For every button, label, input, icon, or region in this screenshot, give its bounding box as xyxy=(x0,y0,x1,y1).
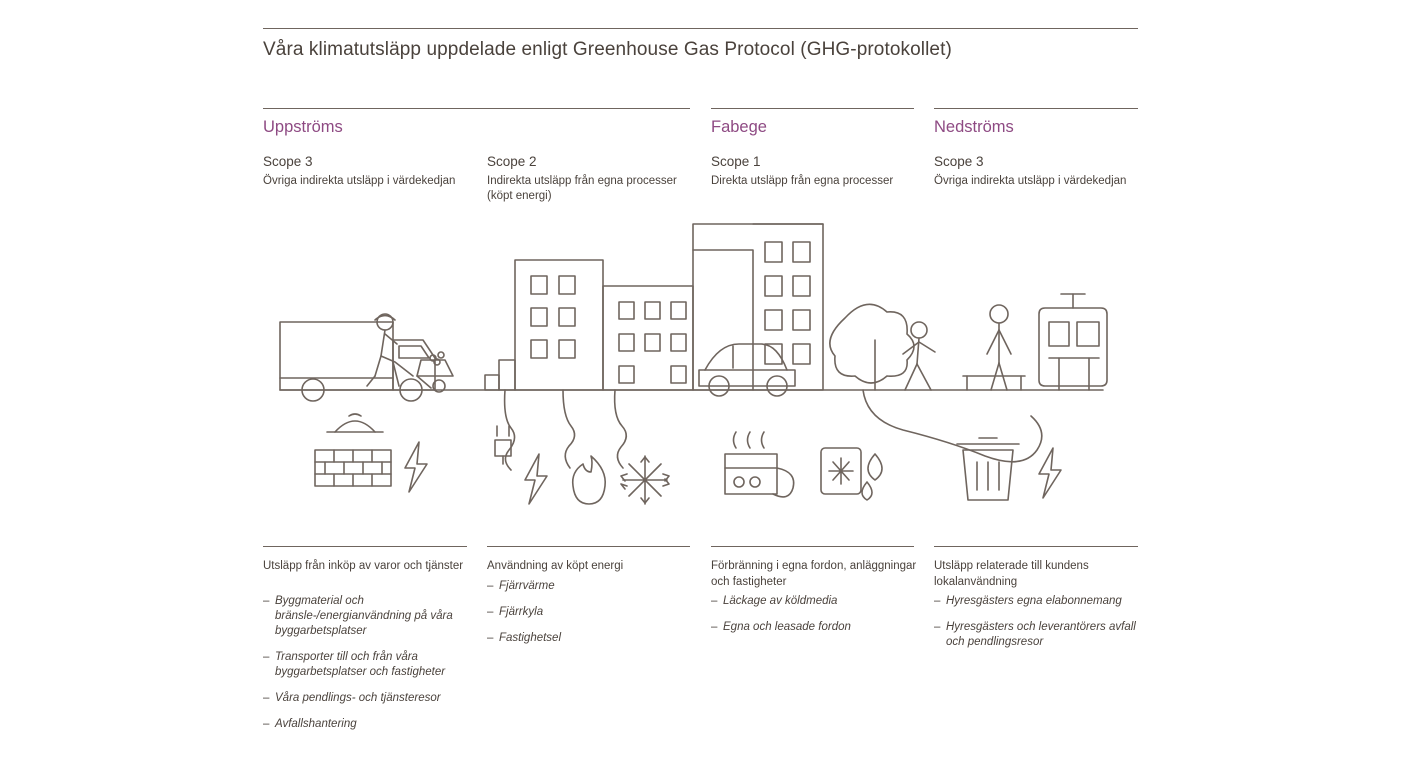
scope-title-4: Scope 3 xyxy=(934,154,984,169)
scope-desc-2: Indirekta utsläpp från egna processer (köpt energi) xyxy=(487,175,677,202)
page-title: Våra klimatutsläpp uppdelade enligt Greenhouse Gas Protocol (GHG-protokollet) xyxy=(263,39,952,60)
scope-desc-1: Övriga indirekta utsläpp i värdekedjan xyxy=(263,175,456,187)
list-item xyxy=(487,579,697,594)
scope-title-3: Scope 1 xyxy=(711,154,761,169)
list-item xyxy=(711,620,921,635)
group-label-fabege: Fabege xyxy=(711,118,767,136)
column-divider xyxy=(263,108,690,109)
dash-marker: – xyxy=(263,595,270,607)
footer-list-4 xyxy=(934,594,1144,661)
dash-marker: – xyxy=(487,632,494,644)
scope-desc-3: Direkta utsläpp från egna processer xyxy=(711,175,894,187)
dash-marker: – xyxy=(711,621,718,633)
list-item-label: Byggmaterial och bränsle-/energianvändning på våra byggarbetsplatser xyxy=(275,595,453,637)
dash-marker: – xyxy=(487,606,494,618)
dash-marker: – xyxy=(263,651,270,663)
footer-title-2: Användning av köpt energi xyxy=(487,560,624,572)
footer-list-1 xyxy=(263,594,473,743)
footer-divider xyxy=(934,546,1138,547)
scope-title-1: Scope 3 xyxy=(263,154,313,169)
list-item xyxy=(934,594,1144,609)
list-item xyxy=(711,594,921,609)
list-item-label: Fjärrkyla xyxy=(499,606,544,618)
footer-title-4: Utsläpp relaterade till kundens lokalanvändning xyxy=(934,560,1089,588)
list-item-label: Läckage av köldmedia xyxy=(723,595,838,607)
list-item-label: Egna och leasade fordon xyxy=(723,621,851,633)
footer-list-2 xyxy=(487,579,697,657)
list-item-label: Fastighetsel xyxy=(499,632,562,644)
footer-divider xyxy=(487,546,690,547)
group-label-upstream: Uppströms xyxy=(263,118,343,136)
dash-marker: – xyxy=(934,595,941,607)
list-item xyxy=(263,691,473,706)
dash-marker: – xyxy=(263,718,270,730)
title-divider xyxy=(263,28,1138,29)
list-item-label: Hyresgästers egna elabonnemang xyxy=(946,595,1122,607)
list-item xyxy=(263,717,473,732)
footer-divider xyxy=(263,546,467,547)
list-item xyxy=(934,620,1144,650)
group-label-downstream: Nedströms xyxy=(934,118,1014,136)
dash-marker: – xyxy=(487,580,494,592)
dash-marker: – xyxy=(711,595,718,607)
list-item-label: Transporter till och från våra byggarbetsplatser och fastigheter xyxy=(275,651,446,678)
list-item-label: Fjärrvärme xyxy=(499,580,555,592)
ghg-illustration xyxy=(263,210,1143,530)
scope-desc-4: Övriga indirekta utsläpp i värdekedjan xyxy=(934,175,1127,187)
footer-list-3 xyxy=(711,594,921,646)
list-item-label: Hyresgästers och leverantörers avfall och pendlingsresor xyxy=(946,621,1136,648)
list-item xyxy=(263,650,473,680)
list-item xyxy=(487,605,697,620)
footer-divider xyxy=(711,546,914,547)
dash-marker: – xyxy=(934,621,941,633)
list-item xyxy=(263,594,473,639)
column-divider xyxy=(711,108,914,109)
footer-title-3: Förbränning i egna fordon, anläggningar och fastigheter xyxy=(711,560,917,588)
scope-title-2: Scope 2 xyxy=(487,154,537,169)
dash-marker: – xyxy=(263,692,270,704)
list-item xyxy=(487,631,697,646)
list-item-label: Våra pendlings- och tjänsteresor xyxy=(275,692,441,704)
list-item-label: Avfallshantering xyxy=(275,718,357,730)
column-divider xyxy=(934,108,1138,109)
footer-title-1: Utsläpp från inköp av varor och tjänster xyxy=(263,560,464,572)
